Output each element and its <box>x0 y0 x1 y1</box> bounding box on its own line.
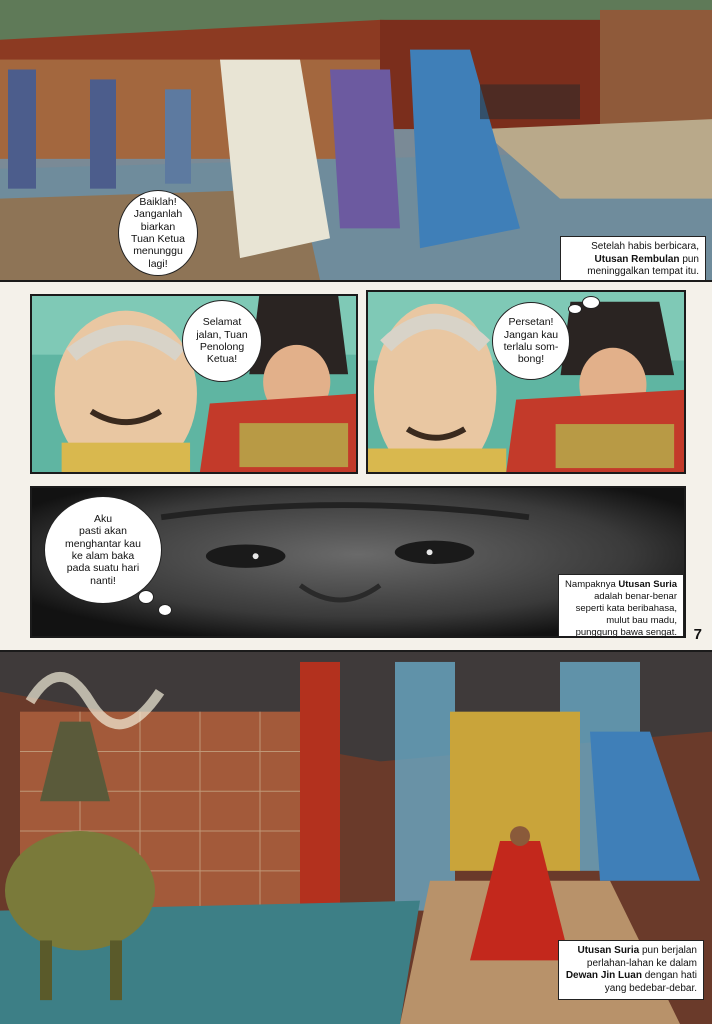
panel-farewell <box>30 294 358 474</box>
speech-bubble: Baiklah! Janganlah biarkan Tuan Ketua menunggu lagi! <box>118 190 198 276</box>
thought-dot <box>158 604 172 616</box>
narration-caption: Nampaknya Utusan Suria adalah benar-benar seperti kata beribahasa, mulut bau madu, punggung bawa sengat. <box>558 574 684 638</box>
speech-bubble: Selamat jalan, Tuan Penolong Ketua! <box>182 300 262 382</box>
page-number: 7 <box>693 626 702 643</box>
thought-bubble: Persetan! Jangan kau terlalu som- bong! <box>492 302 570 380</box>
thought-dot <box>568 304 582 314</box>
speech-bubble: Aku pasti akan menghantar kau ke alam baka pada suatu hari nanti! <box>44 496 162 604</box>
thought-dot <box>582 296 600 309</box>
narration-caption: Utusan Suria pun berjalan perlahan-lahan ke dalam Dewan Jin Luan dengan hati yang bedebar-debar. <box>558 940 704 1000</box>
panel-glare <box>30 486 686 638</box>
thought-dot <box>138 590 154 604</box>
narration-caption: Setelah habis berbicara, Utusan Rembulan pun meninggalkan tempat itu. <box>560 236 706 282</box>
panel-courtyard <box>0 0 712 282</box>
panel-throne-hall <box>0 650 712 1024</box>
panel-thought <box>366 290 686 474</box>
